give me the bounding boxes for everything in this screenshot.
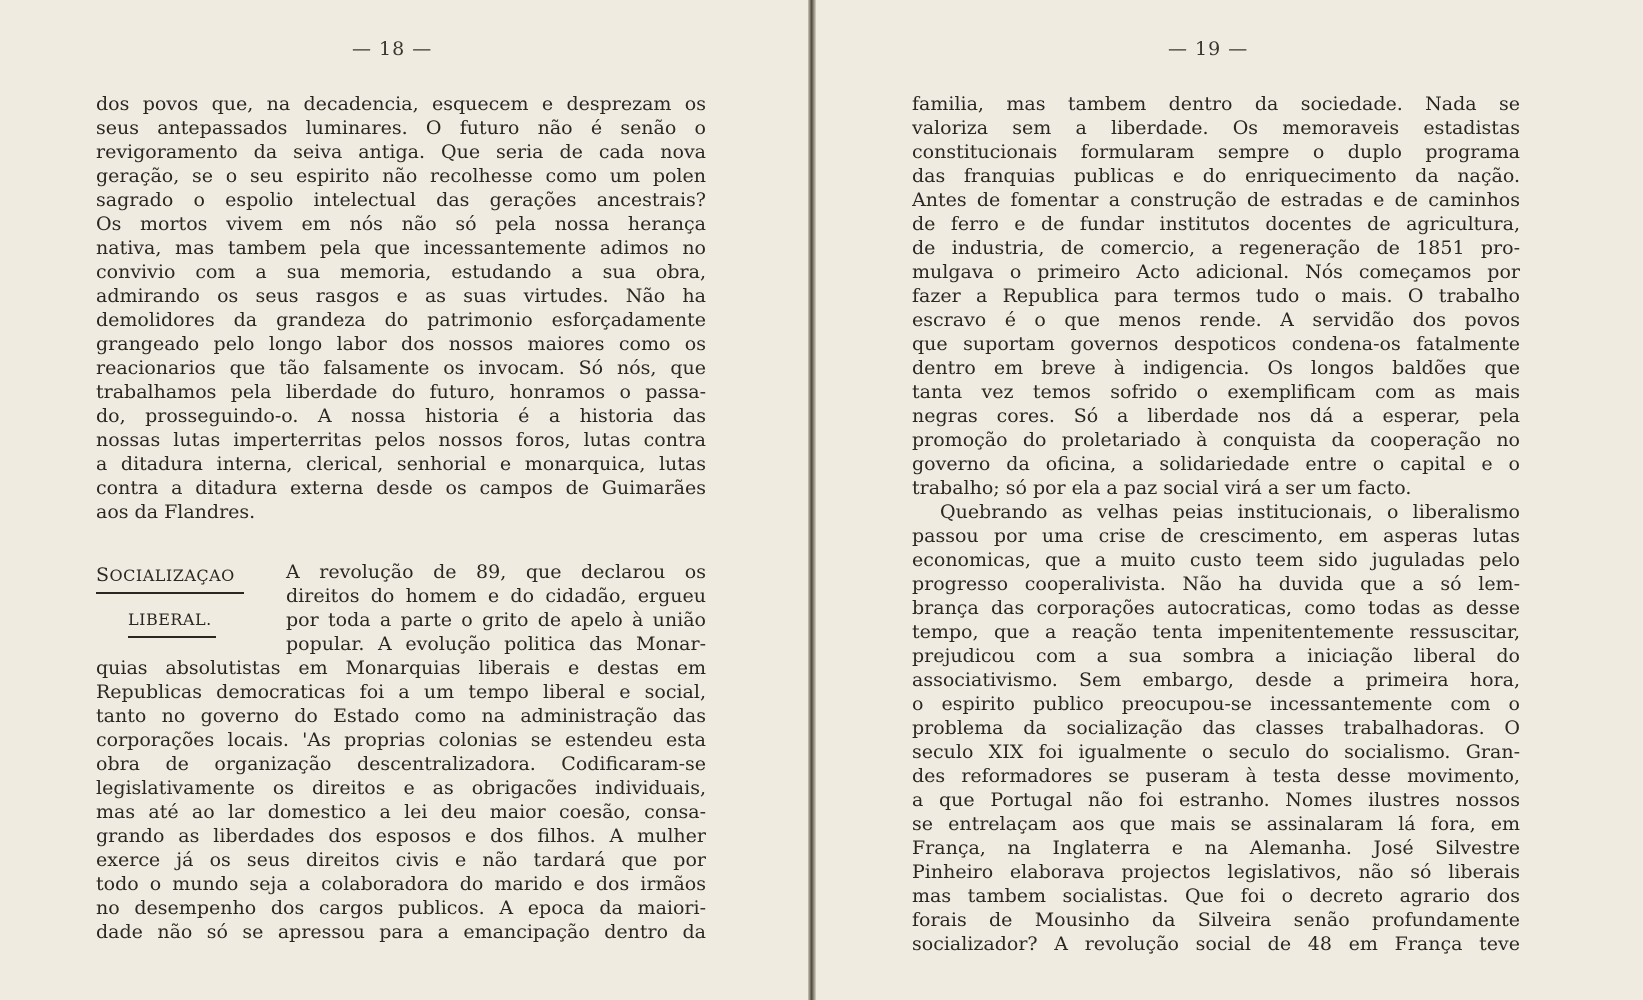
text-line: contra a ditadura externa desde os campos de Guimarães	[96, 477, 706, 499]
text-line: familia, mas tambem dentro da sociedade. Nada se	[912, 93, 1520, 115]
text-line: prejudicou com a sua sombra a iniciação liberal do	[912, 645, 1520, 667]
text-line: trabalhamos pela liberdade do futuro, honramos o passa-	[96, 381, 706, 403]
text-line: que suportam governos despoticos condena-os fatalmente	[912, 333, 1520, 355]
text-line: tanta vez temos sofrido o exemplificam com as mais	[912, 381, 1520, 403]
text-line: grangeado pelo longo labor dos nossos maiores como os	[96, 333, 706, 355]
text-line: fazer a Republica para termos tudo o mais. O trabalho	[912, 285, 1520, 307]
left-paragraph-2	[96, 560, 706, 944]
text-line: nossas lutas imperterritas pelos nossos foros, lutas contra	[96, 429, 706, 451]
right-page-text	[912, 92, 1520, 956]
text-line: no desempenho dos cargos publicos. A epoca da maiori-	[96, 897, 706, 919]
text-line: grando as liberdades dos esposos e dos filhos. A mulher	[96, 825, 706, 847]
text-line: aos da Flandres.	[96, 501, 256, 523]
text-line: constitucionais formularam sempre o duplo programa	[912, 141, 1520, 163]
page-number-left: — 18 —	[352, 38, 433, 60]
text-line: dos povos que, na decadencia, esquecem e desprezam os	[96, 93, 706, 115]
text-line: demolidores da grandeza do patrimonio esforçadamente	[96, 309, 706, 331]
left-page	[0, 0, 808, 1000]
left-paragraph-1	[96, 92, 706, 524]
text-line: França, na Inglaterra e na Alemanha. José Silvestre	[912, 837, 1520, 859]
text-line: dade não só se apressou para a emancipação dentro da	[96, 921, 706, 943]
text-line: tempo, que a reação tenta impenitentemente ressuscitar,	[912, 621, 1520, 643]
text-line: problema da socialização das classes trabalhadoras. O	[912, 717, 1520, 739]
text-line: por toda a parte o grito de apelo à união	[286, 609, 706, 631]
text-line: o espirito publico preocupou-se incessantemente com o	[912, 693, 1520, 715]
text-line: exerce já os seus direitos civis e não tardará que por	[96, 849, 706, 871]
text-line: sagrado o espolio intelectual das gerações ancestrais?	[96, 189, 706, 211]
text-line: progresso cooperalivista. Não ha duvida que a só lem-	[912, 573, 1520, 595]
text-line: tanto no governo do Estado como na administração das	[96, 705, 706, 727]
text-line: valoriza sem a liberdade. Os memoraveis estadistas	[912, 117, 1520, 139]
text-line: das franquias publicas e do enriquecimento da nação.	[912, 165, 1520, 187]
side-heading-socializacao: SOCIALIZAÇAO	[96, 564, 235, 586]
text-line: convivio com a sua memoria, estudando a sua obra,	[96, 261, 706, 283]
text-line: de industria, de comercio, a regeneração de 1851 pro-	[912, 237, 1520, 259]
text-line: forais de Mousinho da Silveira senão profundamente	[912, 909, 1520, 931]
text-line: passou por uma crise de crescimento, em asperas lutas	[912, 525, 1520, 547]
text-line: de ferro e de fundar institutos docentes de agricultura,	[912, 213, 1520, 235]
book-gutter	[808, 0, 816, 1000]
text-line: corporações locais. 'As proprias colonias se estendeu esta	[96, 729, 706, 751]
text-line: do, prosseguindo-o. A nossa historia é a historia das	[96, 405, 706, 427]
text-line: negras cores. Só a liberdade nos dá a esperar, pela	[912, 405, 1520, 427]
text-line: promoção do proletariado à conquista da cooperação no	[912, 429, 1520, 451]
text-line: a que Portugal não foi estranho. Nomes ilustres nossos	[912, 789, 1520, 811]
text-line: admirando os seus rasgos e as suas virtudes. Não ha	[96, 285, 706, 307]
text-line: des reformadores se puseram à testa desse movimento,	[912, 765, 1520, 787]
text-line: nativa, mas tambem pela que incessantemente adimos no	[96, 237, 706, 259]
text-line: Republicas democraticas foi a um tempo liberal e social,	[96, 681, 706, 703]
text-line: revigoramento da seiva antiga. Que seria de cada nova	[96, 141, 706, 163]
text-line: Quebrando as velhas peias institucionais, o liberalismo	[940, 501, 1520, 523]
text-line: se entrelaçam aos que mais se assinalaram lá fora, em	[912, 813, 1520, 835]
text-line: geração, se o seu espirito não recolhesse como um polen	[96, 165, 706, 187]
text-line: legislativamente os direitos e as obrigacões individuais,	[96, 777, 706, 799]
text-line: Os mortos vivem em nós não só pela nossa herança	[96, 213, 706, 235]
text-line: direitos do homem e do cidadão, ergueu	[286, 585, 706, 607]
text-line: Antes de fomentar a construção de estradas e de caminhos	[912, 189, 1520, 211]
text-line: socializador? A revolução social de 48 em França teve	[912, 933, 1520, 955]
text-line: todo o mundo seja a colaboradora do marido e dos irmãos	[96, 873, 706, 895]
text-line: dentro em breve à indigencia. Os longos baldões que	[912, 357, 1520, 379]
text-line: mas tambem socialistas. Que foi o decreto agrario dos	[912, 885, 1520, 907]
text-line: popular. A evolução politica das Monar-	[286, 633, 706, 655]
text-line: Pinheiro elaborava projectos legislativos, não só liberais	[912, 861, 1520, 883]
text-line: seculo XIX foi igualmente o seculo do socialismo. Gran-	[912, 741, 1520, 763]
text-line: obra de organização descentralizadora. Codificaram-se	[96, 753, 706, 775]
text-line: mas até ao lar domestico a lei deu maior coesão, consa-	[96, 801, 706, 823]
text-line: governo da oficina, a solidariedade entre o capital e o	[912, 453, 1520, 475]
text-line: reacionarios que tão falsamente os invocam. Só nós, que	[96, 357, 706, 379]
text-line: escravo é o que menos rende. A servidão dos povos	[912, 309, 1520, 331]
page-number-right: — 19 —	[1168, 38, 1249, 60]
text-line: economicas, que a muito custo teem sido juguladas pelo	[912, 549, 1520, 571]
text-line: brança das corporações autocraticas, como todas as desse	[912, 597, 1520, 619]
text-line: a ditadura interna, clerical, senhorial e monarquica, lutas	[96, 453, 706, 475]
text-line: associativismo. Sem embargo, desde a primeira hora,	[912, 669, 1520, 691]
text-line: seus antepassados luminares. O futuro não é senão o	[96, 117, 706, 139]
text-line: A revolução de 89, que declarou os	[286, 561, 706, 583]
text-line: quias absolutistas em Monarquias liberais e destas em	[96, 657, 706, 679]
text-line: trabalho; só por ela a paz social virá a ser um facto.	[912, 477, 1412, 499]
side-heading-liberal: LIBERAL.	[128, 610, 212, 629]
text-line: mulgava o primeiro Acto adicional. Nós começamos por	[912, 261, 1520, 283]
